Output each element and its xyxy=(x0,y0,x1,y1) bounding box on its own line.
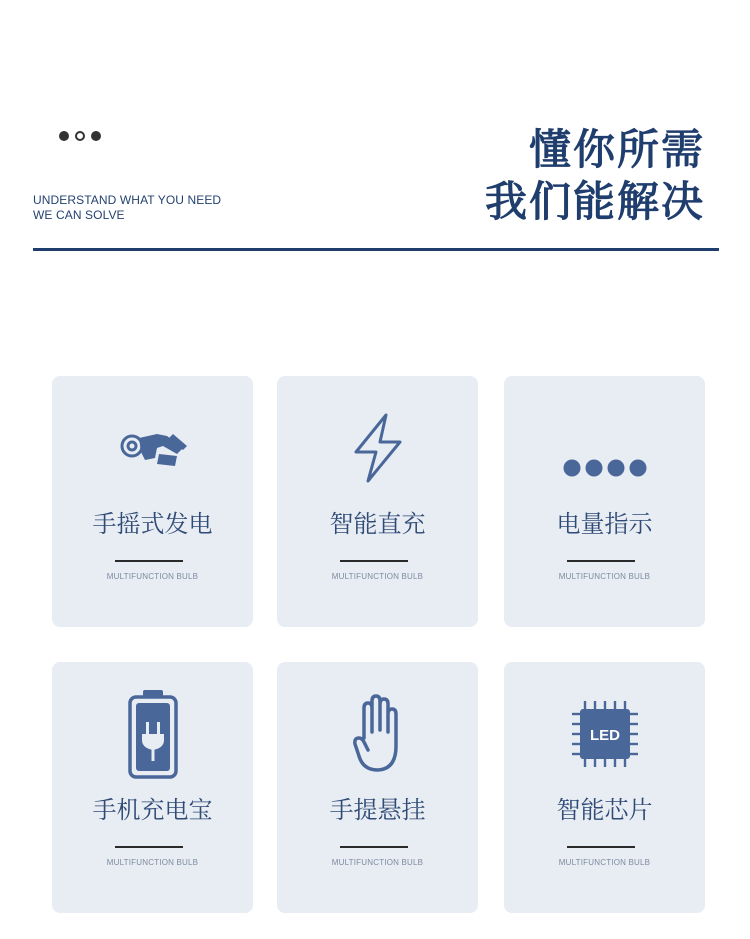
english-line-1: UNDERSTAND WHAT YOU NEED xyxy=(33,193,222,207)
feature-card-smart-charge xyxy=(277,376,478,627)
feature-card-power-bank xyxy=(52,662,253,913)
dot-icon xyxy=(75,131,85,141)
english-subtitle xyxy=(33,193,221,223)
battery-plug-icon xyxy=(52,686,253,782)
feature-sub: MULTIFUNCTION BULB xyxy=(331,858,424,867)
feature-label: 手摇式发电 xyxy=(92,510,213,538)
feature-sub: MULTIFUNCTION BULB xyxy=(331,572,424,581)
feature-sub: MULTIFUNCTION BULB xyxy=(106,858,199,867)
feature-rule xyxy=(340,560,408,562)
feature-rule xyxy=(115,846,183,848)
led-text: LED xyxy=(589,727,620,744)
english-line-2: WE CAN SOLVE xyxy=(33,208,125,222)
feature-rule xyxy=(340,846,408,848)
feature-label: 电量指示 xyxy=(556,510,653,538)
feature-label: 手机充电宝 xyxy=(92,796,213,824)
pagination-dots xyxy=(59,131,101,141)
battery-level-dots-icon xyxy=(504,400,705,496)
dot-icon xyxy=(91,131,101,141)
page-title xyxy=(485,124,705,228)
lightning-icon xyxy=(277,400,478,496)
feature-card-battery-indicator xyxy=(504,376,705,627)
feature-rule xyxy=(567,846,635,848)
feature-label: 智能直充 xyxy=(329,510,426,538)
title-line-1: 懂你所需 xyxy=(528,125,705,174)
hand-crank-icon xyxy=(52,400,253,496)
header-divider xyxy=(33,248,719,251)
feature-rule xyxy=(567,560,635,562)
led-chip-icon xyxy=(504,686,705,782)
feature-sub: MULTIFUNCTION BULB xyxy=(558,858,651,867)
feature-sub: MULTIFUNCTION BULB xyxy=(106,572,199,581)
hand-icon xyxy=(277,686,478,782)
dot-icon xyxy=(59,131,69,141)
feature-sub: MULTIFUNCTION BULB xyxy=(558,572,651,581)
title-line-2: 我们能解决 xyxy=(484,177,705,226)
feature-card-hand-carry xyxy=(277,662,478,913)
feature-label: 智能芯片 xyxy=(556,796,653,824)
feature-label: 手提悬挂 xyxy=(329,796,426,824)
feature-card-smart-chip xyxy=(504,662,705,913)
feature-card-hand-crank xyxy=(52,376,253,627)
feature-rule xyxy=(115,560,183,562)
